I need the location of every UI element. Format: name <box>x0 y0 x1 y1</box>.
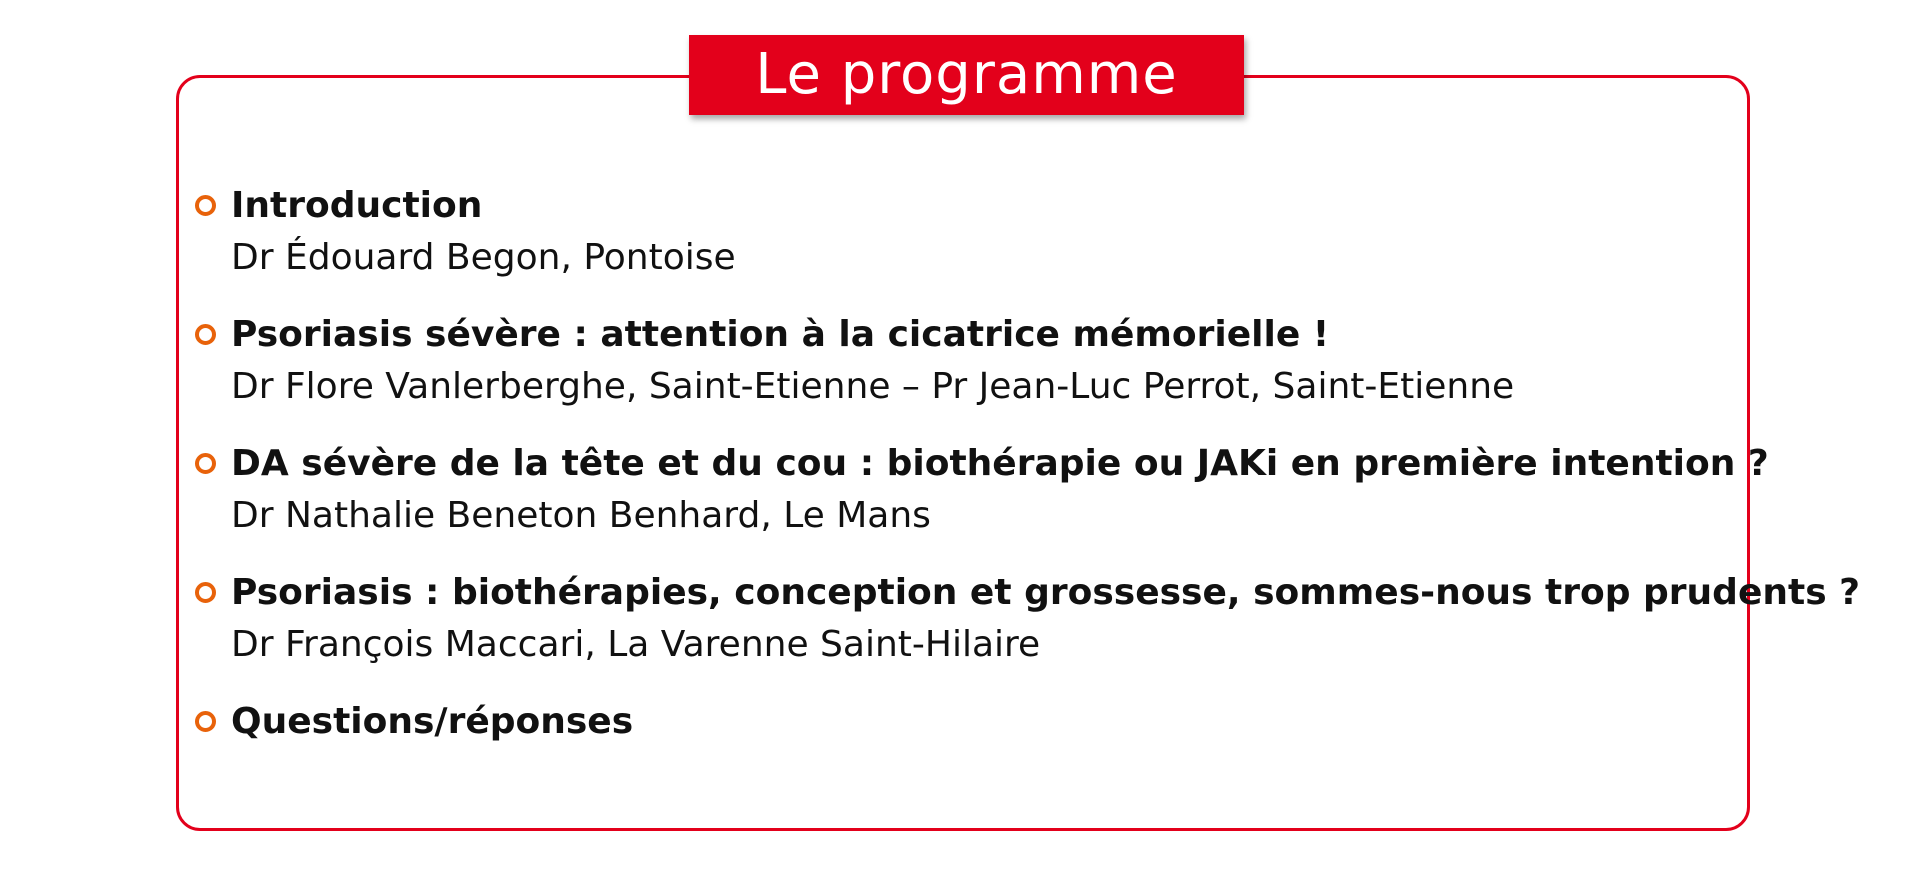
session-speaker: Dr Édouard Begon, Pontoise <box>231 237 736 278</box>
list-item <box>195 696 1735 748</box>
session-speaker: Dr François Maccari, La Varenne Saint-Hilaire <box>231 624 1041 665</box>
program-title: Le programme <box>755 42 1178 107</box>
session-title: Psoriasis : biothérapies, conception et grossesse, sommes-nous trop prudents ? <box>231 572 1861 613</box>
session-title: Psoriasis sévère : attention à la cicatrice mémorielle ! <box>231 314 1330 355</box>
list-item <box>195 438 1769 542</box>
session-title: Questions/réponses <box>231 701 634 742</box>
program-list <box>195 180 1861 773</box>
ring-bullet-icon <box>195 711 216 732</box>
session-speaker: Dr Flore Vanlerberghe, Saint-Etienne – Pr Jean-Luc Perrot, Saint-Etienne <box>231 366 1515 407</box>
session-title: Introduction <box>231 185 483 226</box>
ring-bullet-icon <box>195 582 216 603</box>
program-title-banner <box>689 35 1244 115</box>
ring-bullet-icon <box>195 195 216 216</box>
list-item <box>195 180 1735 284</box>
ring-bullet-icon <box>195 324 216 345</box>
session-speaker: Dr Nathalie Beneton Benhard, Le Mans <box>231 495 931 536</box>
list-item <box>195 567 1861 671</box>
session-title: DA sévère de la tête et du cou : biothérapie ou JAKi en première intention ? <box>231 443 1769 484</box>
ring-bullet-icon <box>195 453 216 474</box>
list-item <box>195 309 1735 413</box>
